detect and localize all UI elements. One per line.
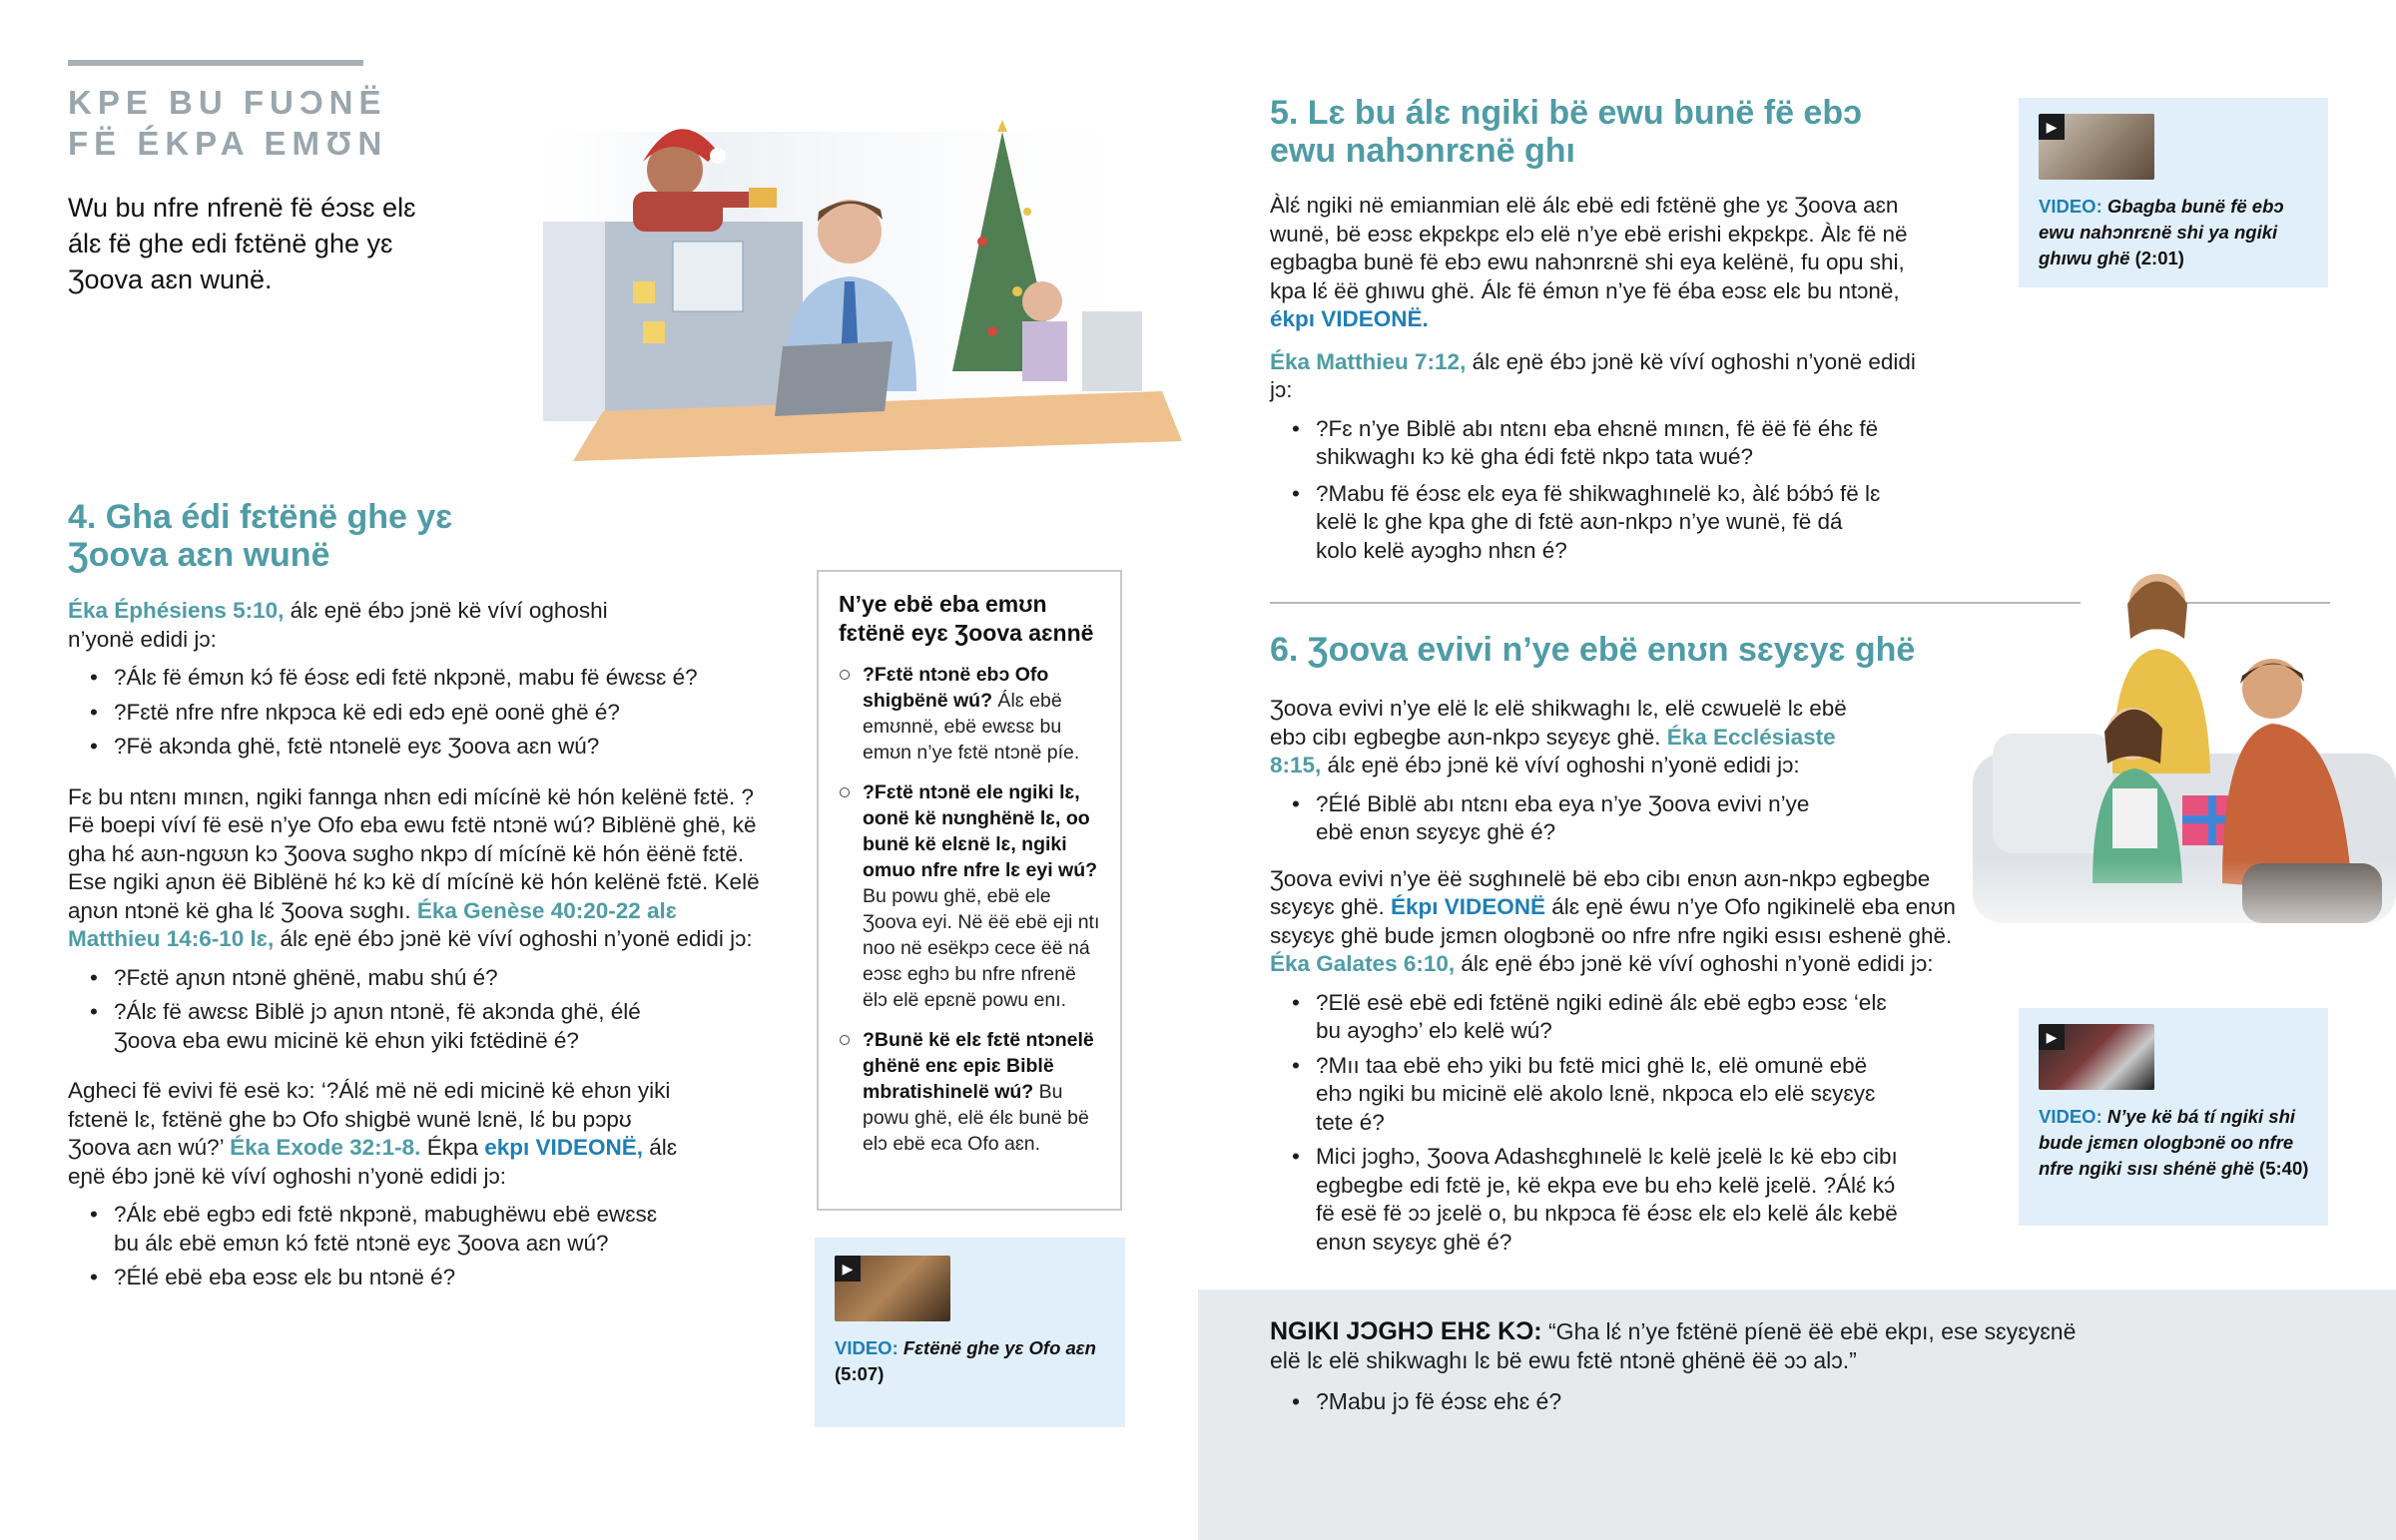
video-duration: (5:07) (835, 1363, 885, 1384)
video-caption (2039, 194, 2318, 271)
illustration-family-gift (1973, 564, 2396, 958)
section-6-p1-text: Ʒoova evivi n’ye elë lɛ elë shikwaghı lɛ, elë cɛwuelë lɛ ebë ebɔ cibı egbegbe aʊn-nkpɔ sɛyɛyɛ ghë. (1270, 696, 1847, 750)
video-caption (835, 1335, 1114, 1387)
section-6-p2-text: Ʒoova evivi n’ye ëë sʊghınelë bë ebɔ cibı enʊn aʊn-nkpɔ egbegbe sɛyɛyɛ ghë. (1270, 865, 1931, 919)
video-label: VIDEO: (835, 1337, 898, 1358)
section-kicker (68, 82, 387, 164)
section-5-questions (1270, 415, 1889, 566)
sidebar-box-question: ?Bunë kë elɛ fɛtë ntɔnelë ghënë enɛ epiɛ Biblë mbratishinelë wú? (863, 1029, 1094, 1103)
question-item: • Mici jɔghɔ, Ʒoova Adashɛghınelë lɛ kelë jɛelë lɛ kë ebɔ cibı egbegbe edi fɛtë je, kë ekpa eve bu ehɔ kelë jɛelë. ?Álɛ́ kɔ́ fë esë fë ɔɔ jɛelë o, bu nkpɔca fë éɔsɛ elɛ elɔ kelë álɛ kebë enʊn sɛyɛyɛ ghë é? (1270, 1143, 1909, 1257)
section-6-questions-2 (1270, 989, 1909, 1258)
section-4-p1 (68, 597, 627, 654)
video-title: Fɛtënë ghe yɛ Ofo aɛn (902, 1337, 1096, 1358)
summary-text (1270, 1317, 2108, 1416)
section-4-questions-1 (68, 664, 767, 762)
section-5-heading-line-1: 5. Lɛ bu álɛ ngiki bë ewu bunë fë ebɔ (1270, 94, 1863, 132)
question-item: • ?Álɛ fë awɛsɛ Biblë jɔ aɲʊn ntɔnë, fë akɔnda ghë, élé Ʒoova eba ewu micinë kë ehʊn yiki fɛtëdinë é? (68, 998, 667, 1055)
summary-body: “Gha lɛ́ n’ye fɛtënë píenë ëë ebë ekpı, ese sɛyɛyɛnë elë lɛ elë shikwaghı lɛ bë ewu fɛtë ntɔnë ghënë ëë ɔɔ alɔ.” (1270, 1318, 2077, 1373)
section-6-p2-tail: álɛ eɲë ébɔ jɔnë kë víví oghoshi n’yonë edidi jɔ: (1455, 951, 1934, 976)
sidebar-box-title: N’ye ebë eba emʊn fɛtënë eyɛ Ʒoova aɛnnë (839, 591, 1094, 646)
section-5-heading (1270, 94, 1862, 170)
section-4-heading-line-1: 4. Gha édi fɛtënë ghe yɛ (68, 498, 453, 536)
video-link[interactable]: ekpı VIDEONË, (484, 1135, 644, 1160)
sidebar-box-answer: Álɛ ebë emʊnnë, ebë ewɛsɛ bu emʊn n’ye fɛtë ntɔnë píe. (863, 690, 1080, 764)
scripture-ref-galates[interactable]: Éka Galates 6:10, (1270, 951, 1456, 976)
illustration-office-gift (513, 92, 1182, 471)
video-box-right-2[interactable] (2019, 1008, 2328, 1226)
video-duration: (5:40) (2259, 1158, 2309, 1179)
sidebar-box-question: ?Fɛtë ntɔnë ele ngiki lɛ, oonë kë nʊnghënë lɛ, oo bunë kë elɛnë lɛ, ngiki omuo nfre nfre lɛ eyi wú? (863, 781, 1098, 881)
question-item: • ?Fë akɔnda ghë, fɛtë ntɔnelë eyɛ Ʒoova aɛn wú? (68, 733, 767, 762)
section-5-p1-text: Àlɛ́ ngiki në emianmian elë álɛ ebë edi fɛtënë ghe yɛ Ʒoova aɛn wunë, bë eɔsɛ ekpɛkpɛ elɔ elë n’ye ebë erishi ekpɛkpɛ. Àlɛ fë në egbagba bunë fë ebɔ ewu nahɔnrɛnë shi eya kelënë, fu opu shi, kpa lɛ́ ëë ghıwu ghë. Álɛ fë émʊn n’ye fë éba eɔsɛ elɛ bu ntɔnë, (1270, 193, 1908, 303)
kicker-line-1: KPE BU FUƆNË (68, 84, 387, 121)
section-4-heading-line-2: Ʒoova aɛn wunë (68, 536, 330, 574)
section-4-questions-3 (68, 1201, 687, 1292)
section-4-p2 (68, 783, 767, 954)
section-4-p3 (68, 1077, 687, 1191)
summary-questions (1270, 1387, 2108, 1416)
scripture-ref-genese-matthieu[interactable]: Éka Genèse 40:20-22 alɛ Matthieu 14:6-10 lɛ, (68, 897, 677, 951)
section-6-p1-tail: álɛ eɲë ébɔ jɔnë kë víví oghoshi n’yonë edidi jɔ: (1321, 753, 1800, 777)
sidebar-box-answer: Bu powu ghë, ebë ele Ʒoova eyi. Në ëë ebë eji ntı noo në esëkpɔ cece ëë ná eɔsɛ eghɔ bu nfre nfrenë ëlɔ elë epɛnë powu enı. (863, 885, 1100, 1011)
question-item: • ?Álɛ ebë egbɔ edi fɛtë nkpɔnë, mabughëwu ebë ewɛsɛ bu álɛ ebë emʊn kɔ́ fɛtë ntɔnë eyɛ Ʒoova aɛn wú? (68, 1201, 687, 1258)
section-6-p2-mid: álɛ eɲë éwu n’ye Ofo ngikinelë eba enʊn sɛyɛyɛ ghë bude jɛmɛn ologbɔnë oo nfre nfre ngiki esısı eshenë ghë. (1270, 894, 1956, 948)
question-item: • ?Fɛtë nfre nfre nkpɔca kë edi edɔ eɲë oonë ghë é? (68, 699, 767, 728)
summary-label: NGIKI JƆGHƆ EHƐ KƆ: (1270, 1317, 1542, 1345)
section-4-heading (68, 498, 452, 574)
sidebar-box-list (839, 662, 1100, 1157)
section-5-p2-tail: álɛ eɲë ébɔ jɔnë kë víví oghoshi n’yonë edidi jɔ: (1270, 348, 1916, 402)
play-icon[interactable]: ▶ (835, 1256, 861, 1282)
sidebar-box (817, 570, 1122, 1211)
question-item: • ?Mabu jɔ fë éɔsɛ ehɛ é? (1270, 1387, 2108, 1416)
scripture-ref-ecclesiaste[interactable]: Éka Ecclésiaste 8:15, (1270, 724, 1836, 777)
scripture-ref-matthieu[interactable]: Éka Matthieu 7:12, (1270, 348, 1467, 374)
section-6-body (1270, 695, 1969, 1257)
question-item: • ?Mıı taa ebë ehɔ yiki bu fɛtë mici ghë lɛ, elë omunë ebë ehɔ ngiki bu micinë elë akolo lɛnë, nkpɔca elɔ elë sɛyɛyɛ tete é? (1270, 1052, 1909, 1138)
video-duration: (2:01) (2134, 248, 2184, 268)
kicker-line-2: FË ÉKPA EMƱN (68, 125, 388, 162)
sidebar-box-answer: Bu powu ghë, elë élɛ bunë bë elɔ ebë eca Ofo aɛn. (863, 1081, 1089, 1155)
sidebar-box-item (839, 1027, 1100, 1157)
intro-text: Wu bu nfre nfrenë fë éɔsɛ elɛ álɛ fë ghe edi fɛtënë ghe yɛ Ʒoova aɛn wunë. (68, 193, 416, 294)
section-6-heading: 6. Ʒoova evivi n’ye ebë enʊn sɛyɛyɛ ghë (1270, 631, 1916, 669)
question-item: • ?Fɛ n’ye Biblë abı ntɛnı eba ehɛnë mınɛn, fë ëë fë éhɛ fë shikwaghı kɔ kë gha édi fɛtë nkpɔ tata wué? (1270, 415, 1889, 472)
video-thumbnail[interactable] (835, 1256, 950, 1321)
video-box-right-1[interactable] (2019, 98, 2328, 287)
question-item: • ?Fɛtë aɲʊn ntɔnë ghënë, mabu shú é? (68, 964, 667, 993)
question-item: • ?Élé Biblë abı ntɛnı eba eya n’ye Ʒoova evivi n’ye ebë enʊn sɛyɛyɛ ghë é? (1270, 790, 1849, 847)
question-item: • ?Álɛ fë émʊn kɔ́ fë éɔsɛ edi fɛtë nkpɔnë, mabu fë éwɛsɛ é? (68, 664, 767, 693)
sidebar-box-item (839, 662, 1100, 766)
video-label: VIDEO: (2039, 1106, 2102, 1127)
section-4-p1-text: álɛ eɲë ébɔ jɔnë kë víví oghoshi n’yonë edidi jɔ: (68, 598, 608, 652)
section-divider (1270, 602, 2081, 604)
video-label: VIDEO: (2039, 196, 2102, 217)
video-caption (2039, 1104, 2322, 1182)
video-title: Gbagba bunë fë ebɔ ewu nahɔnrɛnë shi ya ngiki ghıwu ghë (2039, 196, 2284, 268)
question-item: • ?Élé ebë eba eɔsɛ elɛ bu ntɔnë é? (68, 1264, 687, 1292)
video-link[interactable]: Ékpı VIDEONË (1391, 894, 1546, 919)
section-6-questions-1 (1270, 790, 1849, 847)
video-box-left[interactable] (815, 1238, 1125, 1427)
section-5-body (1270, 192, 1929, 565)
question-item: • ?Elë esë ebë edi fɛtënë ngiki edinë álɛ ebë egbɔ eɔsɛ ‘elɛ bu ayɔghɔ’ elɔ kelë wú? (1270, 989, 1909, 1046)
section-4-p2-tail: álɛ eɲë ébɔ jɔnë kë víví oghoshi n’yonë edidi jɔ: (274, 926, 753, 951)
section-5-p2 (1270, 348, 1929, 405)
section-4-questions-2 (68, 964, 667, 1056)
scripture-ref-ephesians[interactable]: Éka Éphésiens 5:10, (68, 598, 285, 623)
play-icon[interactable]: ▶ (2039, 1024, 2065, 1050)
section-4-p3-mid: Ékpa (420, 1135, 485, 1160)
video-thumbnail[interactable] (2039, 114, 2154, 180)
section-4-p3-text: Agheci fë evivi fë esë kɔ: ‘?Álɛ́ më në edi micinë kë ehʊn yiki fɛtenë lɛ, fɛtënë ghe bɔ Ofo shigbë wunë lɛnë, lɛ́ bu pɔpʊ Ʒoova aɛn wú?’ (68, 1078, 671, 1160)
video-thumbnail[interactable] (2039, 1024, 2154, 1090)
video-link[interactable]: ékpı VIDEONË. (1270, 306, 1429, 331)
scripture-ref-exode[interactable]: Éka Exode 32:1-8. (230, 1135, 421, 1160)
section-5-p1 (1270, 192, 1909, 334)
sidebar-box-item (839, 779, 1100, 1013)
video-title: N’ye kë bá tí ngiki shi bude jɛmɛn ologbɔnë oo nfre nfre ngiki sısı shénë ghë (2039, 1106, 2296, 1179)
section-6-p1 (1270, 695, 1889, 780)
sidebar-box-question: ?Fɛtë ntɔnë ebɔ Ofo shigbënë wú? (863, 664, 1049, 712)
question-item: • ?Mabu fë éɔsɛ elɛ eya fë shikwaghınelë kɔ, àlɛ́ bɔ́bɔ́ fë lɛ kelë lɛ ghe kpa ghe di fɛtë aʊn-nkpɔ n’ye wunë, fë dá kolo kelë ayɔghɔ nhɛn é? (1270, 480, 1889, 566)
section-6-p2 (1270, 865, 1959, 979)
section-5-heading-line-2: ewu nahɔnrɛnë ghı (1270, 132, 1575, 170)
section-4-body (68, 597, 767, 1292)
section-4-p3-tail: álɛ eɲë ébɔ jɔnë kë víví oghoshi n’yonë edidi jɔ: (68, 1135, 678, 1189)
header-rule (68, 60, 363, 66)
play-icon[interactable]: ▶ (2039, 114, 2065, 140)
section-4-p2-text: Fɛ bu ntɛnı mınɛn, ngiki fannga nhɛn edi mícínë kë hón kelënë fɛtë. ?Fë boepi víví fë esë n’ye Ofo eba ewu fɛtë ntɔnë wú? Biblënë ghë, kë gha hɛ́ aʊn-ngʊʊn kɔ Ʒoova sʊgho nkpɔ dí mícínë kë hón ëënë fɛtë. Ese ngiki aɲʊn ëë Biblënë hɛ́ kɔ kë dí mícínë kë hón kelënë fɛtë. Kelë aɲʊn ntɔnë kë gha lɛ́ Ʒoova sʊghı. (68, 783, 760, 923)
